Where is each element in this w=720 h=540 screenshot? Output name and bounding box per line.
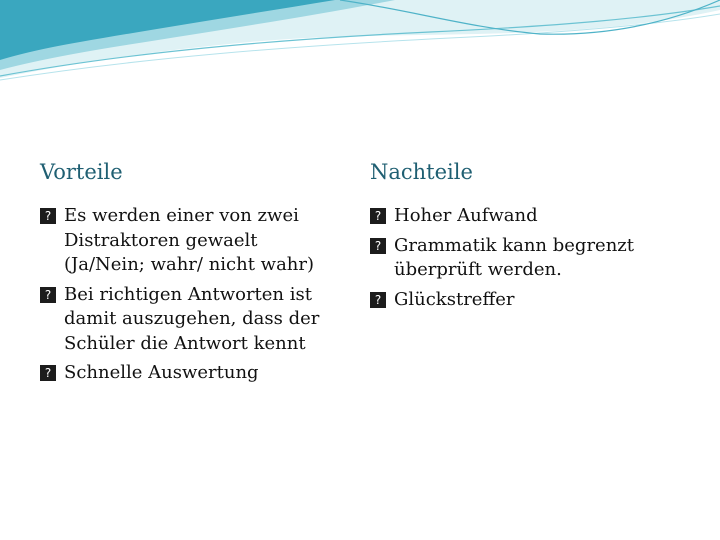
bullet-icon: ? xyxy=(40,287,56,303)
list-item xyxy=(370,204,700,229)
list-item xyxy=(370,288,700,313)
advantages-column xyxy=(40,158,340,391)
disadvantages-list xyxy=(370,204,700,312)
disadvantages-heading: Nachteile xyxy=(370,160,473,184)
header-wave-decoration xyxy=(0,0,720,90)
bullet-icon: ? xyxy=(40,365,56,381)
advantages-list xyxy=(40,204,340,386)
list-item-text: Glückstreffer xyxy=(394,288,515,310)
list-item xyxy=(40,361,340,386)
bullet-icon: ? xyxy=(370,292,386,308)
disadvantages-column xyxy=(370,158,700,317)
list-item xyxy=(40,283,340,357)
list-item-text: Bei richtigen Antworten ist damit auszugehen, dass der Schüler die Antwort kennt xyxy=(64,283,320,354)
list-item-text: Es werden einer von zwei Distraktoren gewaelt (Ja/Nein; wahr/ nicht wahr) xyxy=(64,205,315,275)
list-item-text: Grammatik kann begrenzt überprüft werden. xyxy=(394,234,635,280)
bullet-icon: ? xyxy=(370,238,386,254)
list-item xyxy=(40,204,340,278)
bullet-icon: ? xyxy=(40,208,56,224)
list-item-text: Schnelle Auswertung xyxy=(64,362,259,383)
bullet-icon: ? xyxy=(370,208,386,224)
advantages-heading: Vorteile xyxy=(40,160,123,184)
list-item-text: Hoher Aufwand xyxy=(394,205,538,226)
list-item xyxy=(370,234,700,283)
